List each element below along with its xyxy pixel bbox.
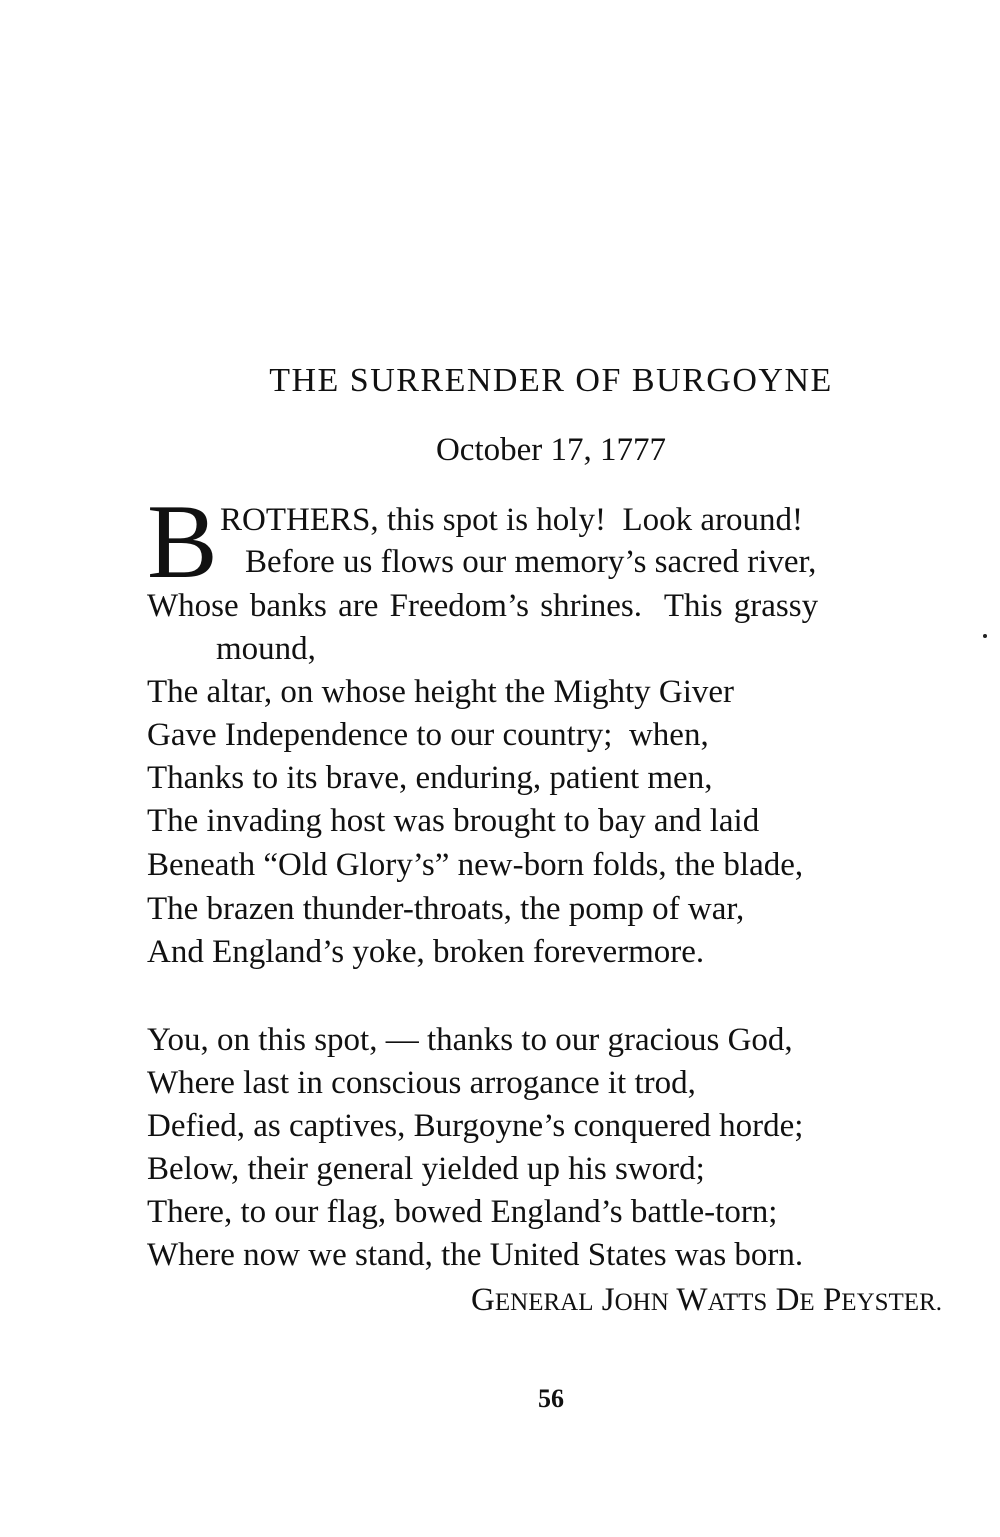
poem-line: The brazen thunder-throats, the pomp of war,	[147, 891, 745, 927]
poem-line: There, to our flag, bowed England’s battle-torn;	[147, 1194, 778, 1230]
author-attribution	[471, 1282, 942, 1319]
page-number: 56	[538, 1384, 564, 1413]
poem-line: ROTHERS, this spot is holy! Look around!	[220, 502, 803, 538]
poem-line: Defied, as captives, Burgoyne’s conquered horde;	[147, 1108, 804, 1144]
poem-line: Beneath “Old Glory’s” new-born folds, the blade,	[147, 847, 804, 883]
author-initial: P	[822, 1282, 842, 1318]
poem-date: October 17, 1777	[435, 432, 667, 468]
poem-line: Gave Independence to our country; when,	[147, 717, 709, 753]
poem-line: Thanks to its brave, enduring, patient men,	[147, 760, 713, 796]
author-initial: G	[471, 1282, 495, 1318]
author-smallcaps: ENERAL	[494, 1289, 594, 1316]
poem-line: The invading host was brought to bay and laid	[147, 803, 760, 839]
poem-line: mound,	[216, 631, 316, 667]
author-smallcaps: OHN	[614, 1289, 669, 1316]
poem-line: Where now we stand, the United States was born.	[147, 1237, 804, 1273]
drop-cap: B	[147, 483, 218, 600]
author-initial: W	[676, 1282, 708, 1318]
author-smallcaps: ATTS	[707, 1289, 768, 1316]
poem-title: THE SURRENDER OF BURGOYNE	[269, 362, 833, 399]
poem-line: Where last in conscious arrogance it trod,	[147, 1065, 696, 1101]
author-initial: J	[601, 1282, 615, 1318]
poem-line: And England’s yoke, broken forevermore.	[147, 934, 705, 970]
author-smallcaps: E	[799, 1289, 815, 1316]
poem-line: Whose banks are Freedom’s shrines. This grassy	[147, 588, 819, 624]
author-initial: D	[775, 1282, 800, 1318]
poem-line: Before us flows our memory’s sacred river,	[245, 544, 817, 580]
poem-line: Below, their general yielded up his sword;	[147, 1151, 705, 1187]
author-smallcaps: EYSTER.	[841, 1289, 942, 1316]
poem-line: You, on this spot, — thanks to our gracious God,	[147, 1022, 793, 1058]
ink-speck	[983, 634, 987, 638]
poem-line: The altar, on whose height the Mighty Giver	[147, 674, 735, 710]
